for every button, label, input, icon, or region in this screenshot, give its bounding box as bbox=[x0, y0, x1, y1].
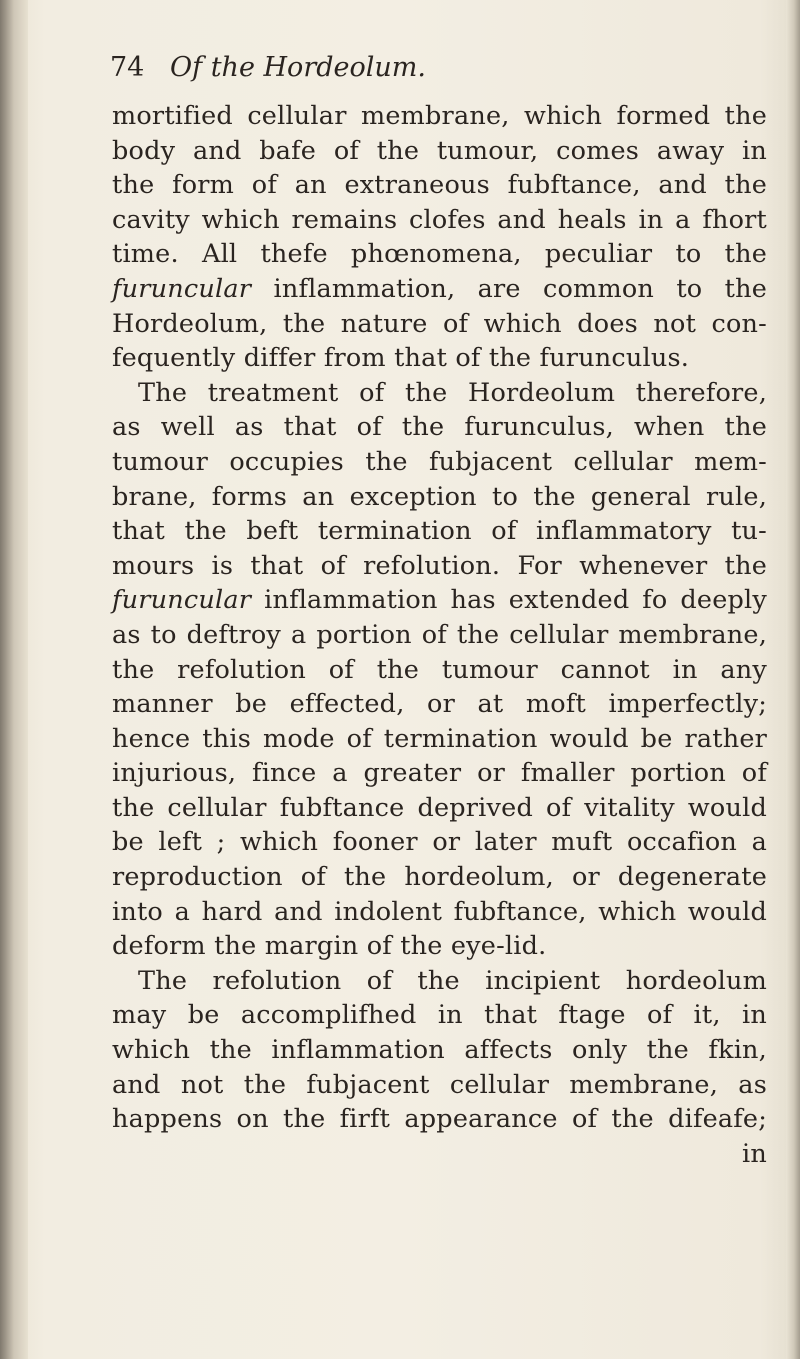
text-line: hence this mode of termination would be rather bbox=[112, 723, 767, 754]
running-title: Of the Hordeolum. bbox=[170, 52, 426, 83]
text-line: The refolution of the incipient hordeolum bbox=[138, 965, 767, 996]
catchword: in bbox=[742, 1138, 767, 1169]
text-line: may be accomplifhed in that ftage of it, in bbox=[112, 1000, 767, 1031]
page-number: 74 bbox=[110, 52, 145, 83]
page-header bbox=[110, 52, 710, 92]
text-line: fequently differ from that of the furunculus. bbox=[112, 343, 690, 374]
text-line: body and bafe of the tumour, comes away in bbox=[112, 135, 767, 166]
text-line: happens on the firft appearance of the difeafe; bbox=[112, 1104, 767, 1135]
text-line: mortified cellular membrane, which formed the bbox=[112, 101, 767, 131]
text-line: deform the margin of the eye-lid. bbox=[112, 931, 547, 962]
body-text bbox=[112, 99, 767, 1171]
text-line: The treatment of the Hordeolum therefore, bbox=[138, 377, 767, 408]
text-line: reproduction of the hordeolum, or degenerate bbox=[112, 862, 767, 893]
text-line: and not the fubjacent cellular membrane, as bbox=[112, 1069, 767, 1100]
page-edge bbox=[786, 0, 800, 1359]
binding-gutter bbox=[0, 0, 28, 1359]
text-line: be left ; which fooner or later muft occafion a bbox=[112, 827, 767, 858]
text-line: as well as that of the furunculus, when the bbox=[112, 412, 767, 443]
text-line: as to deftroy a portion of the cellular membrane, bbox=[112, 619, 767, 650]
text-line: that the beft termination of inflammatory tu- bbox=[112, 516, 767, 547]
italic-term: furuncular bbox=[112, 585, 252, 616]
line-segment: inflammation, are common to the bbox=[251, 273, 767, 304]
line-segment: inflammation has extended fo deeply bbox=[251, 585, 767, 616]
text-line: tumour occupies the fubjacent cellular mem- bbox=[112, 446, 767, 477]
text-line: mours is that of refolution. For whenever the bbox=[112, 550, 767, 581]
text-line: the form of an extraneous fubftance, and the bbox=[112, 170, 767, 201]
text-line: the cellular fubftance deprived of vitality would bbox=[112, 792, 767, 823]
text-line bbox=[112, 583, 767, 618]
text-line: time. All thefe phœnomena, peculiar to the bbox=[112, 239, 767, 270]
text-line: Hordeolum, the nature of which does not con- bbox=[112, 308, 767, 339]
text-line: brane, forms an exception to the general rule, bbox=[112, 481, 767, 512]
text-line: which the inflammation affects only the fkin, bbox=[112, 1035, 767, 1066]
text-line bbox=[112, 272, 767, 307]
text-line: the refolution of the tumour cannot in any bbox=[112, 654, 767, 685]
text-line: cavity which remains clofes and heals in a fhort bbox=[112, 204, 767, 235]
text-line: manner be effected, or at moft imperfectly; bbox=[112, 689, 767, 720]
italic-term: furuncular bbox=[112, 273, 252, 304]
text-line: injurious, fince a greater or fmaller portion of bbox=[112, 758, 767, 789]
text-line: into a hard and indolent fubftance, which would bbox=[112, 896, 767, 927]
